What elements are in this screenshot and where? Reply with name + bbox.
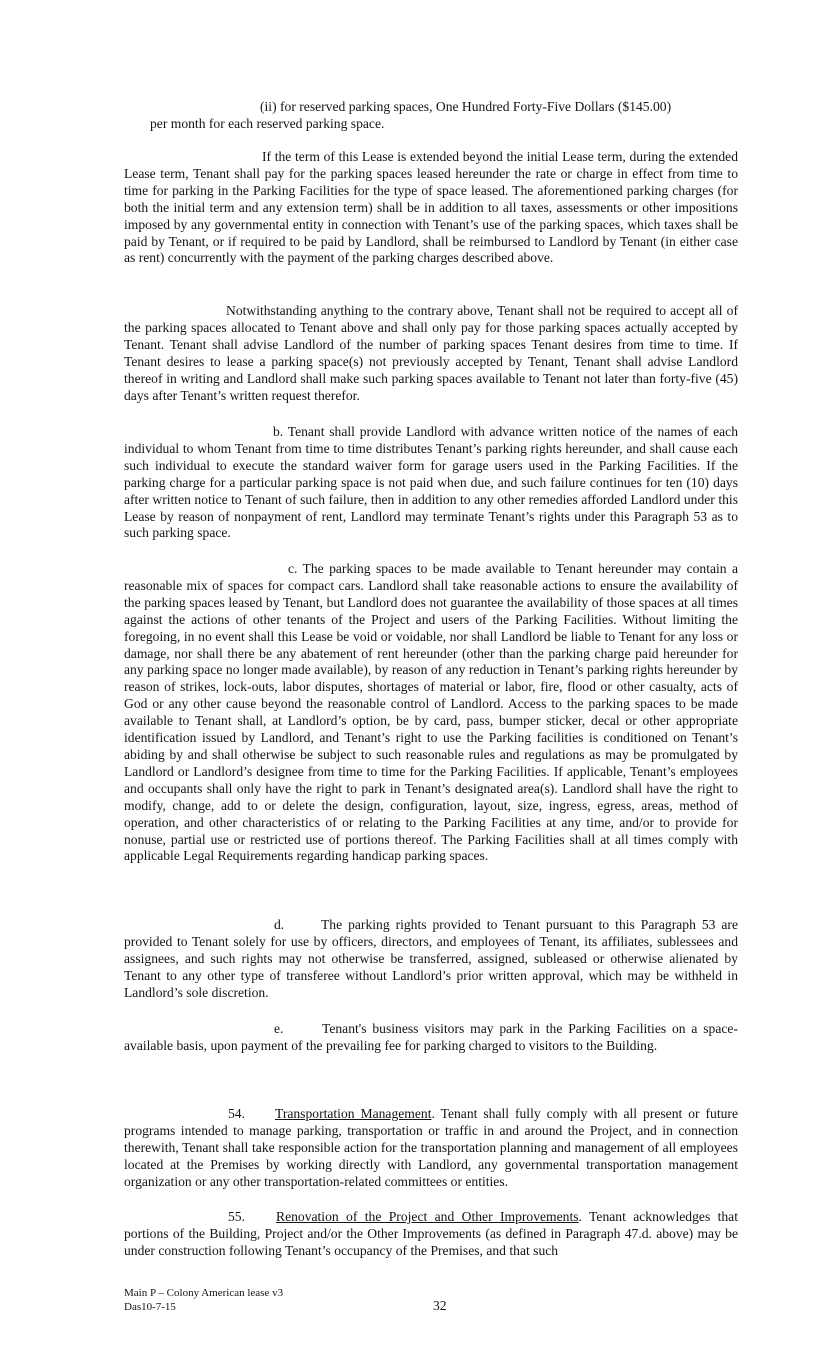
clause-53d-text: The parking rights provided to Tenant pursuant to this Paragraph 53 are provided to Tenant solely for use by officers, directors, and employees of Tenant, its affiliates, sublessees and assignees, and such rights may not otherwise be transferred, assigned, subleased or otherwise alienated by Tenant to any other type of transferee without Landlord’s prior written approval, which may be withheld in Landlord’s sole discretion.: [124, 917, 738, 1000]
section-55-text: . Tenant acknowledges that portions of the Building, Project and/or the Other Improvements (as defined in Paragraph 47.d. above) may be under construction following Tenant’s occupancy of the Premises, and that such: [124, 1209, 738, 1258]
clause-53a-ii-text-cont: per month for each reserved parking space.: [150, 115, 385, 131]
clause-53a-ii: [150, 99, 738, 133]
section-54-number: 54.: [228, 1106, 245, 1121]
section-55: [124, 1209, 738, 1260]
footer-line-1: Main P – Colony American lease v3: [124, 1287, 284, 1299]
section-54-title: Transportation Management: [275, 1106, 432, 1121]
notwithstanding-paragraph: Notwithstanding anything to the contrary above, Tenant shall not be required to accept all of the parking spaces allocated to Tenant above and shall only pay for those parking spaces actually accepted by Tenant. Tenant shall advise Landlord of the number of parking spaces Tenant desires from time to time. If Tenant desires to lease a parking space(s) not previously accepted by Tenant, Tenant shall advise Landlord thereof in writing and Landlord shall make such parking spaces available to Tenant not later than forty-five (45) days after Tenant’s written request therefor.: [124, 303, 738, 403]
section-54: [124, 1106, 738, 1191]
section-54-text: . Tenant shall fully comply with all present or future programs intended to manage parking, transportation or traffic in and around the Project, and in connection therewith, Tenant shall take responsible action for the transportation planning and management of all employees located at the Premises by working directly with Landlord, any governmental transportation management organization or any other transportation-related committees or entities.: [124, 1106, 738, 1189]
clause-53d-label: d.: [274, 917, 285, 932]
clause-53e-text: Tenant's business visitors may park in the Parking Facilities on a space-available basis, upon payment of the prevailing fee for parking charged to visitors to the Building.: [124, 1021, 738, 1053]
section-55-number: 55.: [228, 1209, 245, 1224]
footer-doc-id: [124, 1286, 283, 1314]
clause-53b: b. Tenant shall provide Landlord with advance written notice of the names of each individual to whom Tenant from time to time distributes Tenant’s parking rights hereunder, and shall cause each such individual to execute the standard waiver form for garage users used in the Parking Facilities. If the parking charge for a particular parking space is not paid when due, and such failure continues for ten (10) days after written notice to Tenant of such failure, then in addition to any other remedies afforded Landlord under this Lease by reason of nonpayment of rent, Landlord may terminate Tenant’s rights under this Paragraph 53 as to such parking space.: [124, 424, 738, 541]
footer-line-2: Das10-7-15: [124, 1301, 176, 1313]
clause-53c: c. The parking spaces to be made available to Tenant hereunder may contain a reasonable mix of spaces for compact cars. Landlord shall take reasonable actions to ensure the availability of the parking spaces leased by Tenant, but Landlord does not guarantee the availability of those spaces at all times against the actions of other tenants of the Project and users of the Parking Facilities. Without limiting the foregoing, in no event shall this Lease be void or voidable, nor shall Landlord be liable to Tenant for any loss or damage, nor shall there be any abatement of rent hereunder (other than the parking charge paid hereunder for any parking space no longer made available), by reason of any reduction in Tenant’s parking rights hereunder by reason of strikes, lock-outs, labor disputes, shortages of material or labor, fire, flood or other casualty, acts of God or any other cause beyond the reasonable control of Landlord. Access to the parking spaces to be made available to Tenant shall, at Landlord’s option, be by card, pass, bumper sticker, decal or other appropriate identification issued by Landlord, and Tenant’s right to use the Parking facilities is conditioned on Tenant’s abiding by and shall otherwise be subject to such reasonable rules and regulations as may be promulgated by Landlord or Landlord’s designee from time to time for the Parking Facilities. If applicable, Tenant’s employees and occupants shall only have the right to park in Tenant’s designated area(s). Landlord shall have the right to modify, change, add to or delete the design, configuration, layout, size, ingress, egress, areas, method of operation, and other characteristics of or relating to the Parking Facilities at any time, and/or to provide for nonuse, partial use or restricted use of portions thereof. The Parking Facilities shall at all times comply with applicable Legal Requirements regarding handicap parking spaces.: [124, 561, 738, 864]
clause-53a-ii-text: (ii) for reserved parking spaces, One Hundred Forty-Five Dollars ($145.00): [260, 99, 672, 114]
extension-term-paragraph: If the term of this Lease is extended beyond the initial Lease term, during the extended Lease term, Tenant shall pay for the parking spaces leased hereunder the rate or charge in effect from time to time for parking in the Parking Facilities for the type of space leased. The aforementioned parking charges (for both the initial term and any extension term) shall be in addition to all taxes, assessments or other impositions imposed by any governmental entity in connection with Tenant’s use of the parking spaces, which taxes shall be paid by Tenant, or if required to be paid by Landlord, shall be reimbursed to Landlord by Tenant (in either case as rent) concurrently with the payment of the parking charges described above.: [124, 149, 738, 266]
clause-53d: [124, 917, 738, 1002]
clause-53e: [124, 1021, 738, 1055]
page-number: 32: [433, 1298, 447, 1313]
clause-53e-label: e.: [274, 1021, 284, 1036]
section-55-title: Renovation of the Project and Other Improvements: [276, 1209, 579, 1224]
